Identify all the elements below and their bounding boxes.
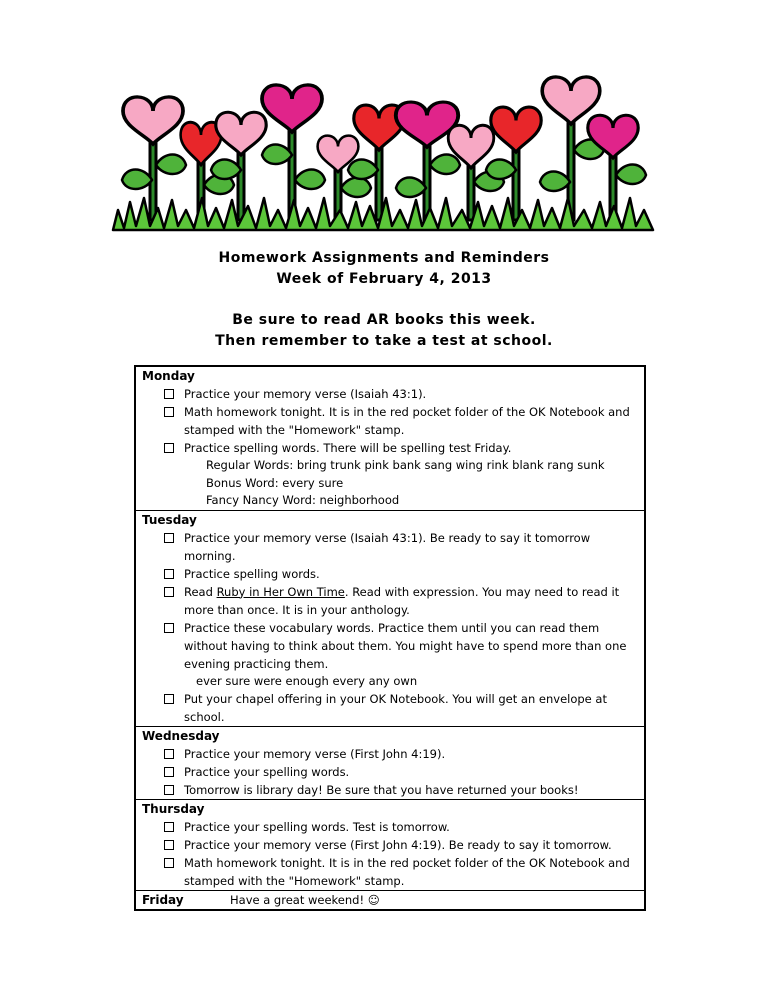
valentine-heart-flowers-illustration bbox=[108, 70, 658, 235]
reminder-line-1: Be sure to read AR books this week. bbox=[232, 312, 536, 328]
page-title bbox=[0, 248, 768, 290]
checkbox-icon[interactable] bbox=[164, 840, 174, 850]
tuesday-row bbox=[135, 510, 645, 727]
list-item: Practice your memory verse (Isaiah 43:1). bbox=[164, 385, 638, 403]
checkbox-icon[interactable] bbox=[164, 767, 174, 777]
list-item: Practice spelling words. bbox=[164, 565, 638, 583]
story-title: Ruby in Her Own Time bbox=[216, 584, 345, 599]
list-item: Math homework tonight. It is in the red pocket folder of the OK Notebook and stamped with the "Homework" stamp. bbox=[164, 403, 638, 439]
day-label: Friday bbox=[142, 893, 184, 907]
checkbox-icon[interactable] bbox=[164, 587, 174, 597]
wednesday-list bbox=[142, 745, 638, 799]
list-item: Tomorrow is library day! Be sure that you have returned your books! bbox=[164, 781, 638, 799]
checkbox-icon[interactable] bbox=[164, 623, 174, 633]
reminder-line-2: Then remember to take a test at school. bbox=[215, 333, 553, 349]
wednesday-row bbox=[135, 727, 645, 800]
list-item: Put your chapel offering in your OK Notebook. You will get an envelope at school. bbox=[164, 690, 638, 726]
thursday-row bbox=[135, 800, 645, 891]
checkbox-icon[interactable] bbox=[164, 785, 174, 795]
monday-row bbox=[135, 366, 645, 510]
vocabulary-words: ever sure were enough every any own bbox=[196, 673, 418, 688]
list-item: Practice your spelling words. bbox=[164, 763, 638, 781]
list-item: Practice your spelling words. Test is tomorrow. bbox=[164, 818, 638, 836]
checkbox-icon[interactable] bbox=[164, 569, 174, 579]
checkbox-icon[interactable] bbox=[164, 858, 174, 868]
list-item: Read Ruby in Her Own Time. Read with expression. You may need to read it more than once. It is in your anthology. bbox=[164, 583, 638, 619]
homework-table bbox=[134, 365, 646, 911]
day-label: Thursday bbox=[142, 802, 205, 816]
checkbox-icon[interactable] bbox=[164, 533, 174, 543]
thursday-list bbox=[142, 818, 638, 890]
fancy-nancy-word: Fancy Nancy Word: neighborhood bbox=[206, 493, 400, 507]
list-item: Practice spelling words. There will be spelling test Friday. Regular Words: bring trunk pink bank sang wing rink blank rang sunk Bonus Word: every sure Fancy Nancy Word: neighborhood bbox=[164, 439, 638, 510]
checkbox-icon[interactable] bbox=[164, 749, 174, 759]
checkbox-icon[interactable] bbox=[164, 443, 174, 453]
list-item: Practice your memory verse (Isaiah 43:1). Be ready to say it tomorrow morning. bbox=[164, 529, 638, 565]
day-label: Wednesday bbox=[142, 729, 220, 743]
checkbox-icon[interactable] bbox=[164, 822, 174, 832]
list-item: Practice these vocabulary words. Practice them until you can read them without having to think about them. You might have to spend more than one evening practicing them. ever sure were enough every any own bbox=[164, 619, 638, 691]
tuesday-list bbox=[142, 529, 638, 727]
list-item: Practice your memory verse (First John 4:19). Be ready to say it tomorrow. bbox=[164, 836, 638, 854]
title-line-1: Homework Assignments and Reminders bbox=[218, 250, 550, 266]
checkbox-icon[interactable] bbox=[164, 407, 174, 417]
day-label: Monday bbox=[142, 369, 195, 383]
bonus-words: Bonus Word: every sure bbox=[206, 475, 344, 490]
day-label: Tuesday bbox=[142, 512, 197, 527]
friday-row bbox=[135, 891, 645, 911]
regular-words: Regular Words: bring trunk pink bank sang wing rink blank rang sunk bbox=[206, 458, 605, 472]
friday-message: Have a great weekend! ☺ bbox=[230, 893, 380, 907]
checkbox-icon[interactable] bbox=[164, 389, 174, 399]
checkbox-icon[interactable] bbox=[164, 694, 174, 704]
list-item: Math homework tonight. It is in the red pocket folder of the OK Notebook and stamped with the "Homework" stamp. bbox=[164, 854, 638, 890]
monday-list bbox=[142, 385, 638, 510]
list-item: Practice your memory verse (First John 4:19). bbox=[164, 745, 638, 763]
reading-reminder bbox=[0, 310, 768, 352]
title-line-2: Week of February 4, 2013 bbox=[276, 271, 492, 287]
